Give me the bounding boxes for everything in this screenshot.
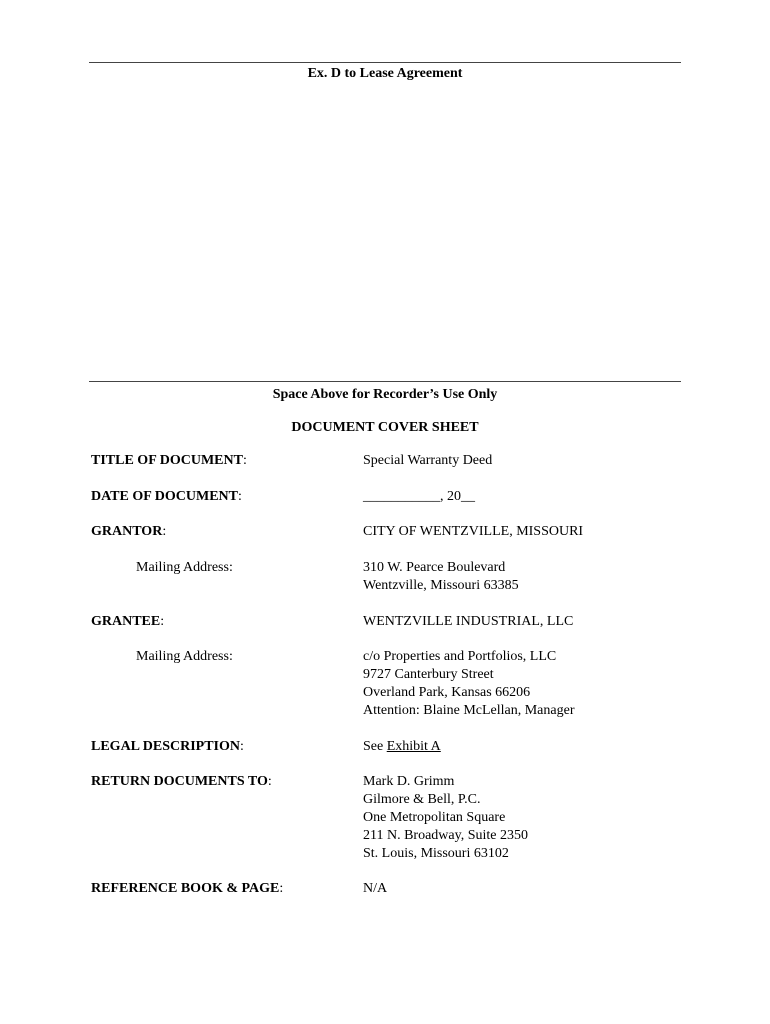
top-rule <box>89 62 681 63</box>
address-line: Overland Park, Kansas 66206 <box>363 685 531 700</box>
sheet-title: DOCUMENT COVER SHEET <box>291 420 479 435</box>
reference-book-page-value: N/A <box>363 881 388 896</box>
title-of-document-value: Special Warranty Deed <box>363 453 493 468</box>
grantor-label: GRANTOR: <box>91 524 167 539</box>
return-documents-to-address <box>363 773 528 863</box>
exhibit-a-reference: Exhibit A <box>386 739 441 754</box>
address-line: Gilmore & Bell, P.C. <box>363 792 481 807</box>
address-line: 211 N. Broadway, Suite 2350 <box>363 828 528 843</box>
grantee-mailing-address-label: Mailing Address: <box>136 649 233 664</box>
grantee-value: WENTZVILLE INDUSTRIAL, LLC <box>363 614 574 629</box>
address-line: Mark D. Grimm <box>363 774 455 789</box>
grantor-value: CITY OF WENTZVILLE, MISSOURI <box>363 524 584 539</box>
address-line: 9727 Canterbury Street <box>363 667 494 682</box>
address-line: One Metropolitan Square <box>363 810 506 825</box>
address-line: c/o Properties and Portfolios, LLC <box>363 649 557 664</box>
return-documents-to-label: RETURN DOCUMENTS TO: <box>91 774 272 789</box>
page-header-title: Ex. D to Lease Agreement <box>307 66 463 81</box>
date-of-document-label: DATE OF DOCUMENT: <box>91 489 242 504</box>
address-line: 310 W. Pearce Boulevard <box>363 560 506 575</box>
address-line: St. Louis, Missouri 63102 <box>363 846 509 861</box>
grantor-mailing-address <box>363 559 519 595</box>
address-line: Attention: Blaine McLellan, Manager <box>363 703 575 718</box>
recorder-space-rule <box>89 381 681 382</box>
recorder-note: Space Above for Recorder’s Use Only <box>272 387 498 402</box>
title-of-document-label: TITLE OF DOCUMENT: <box>91 453 247 468</box>
grantee-mailing-address <box>363 648 575 720</box>
grantee-label: GRANTEE: <box>91 614 165 629</box>
grantor-mailing-address-label: Mailing Address: <box>136 560 233 575</box>
legal-description-value: See Exhibit A <box>363 739 441 754</box>
legal-description-label: LEGAL DESCRIPTION: <box>91 739 244 754</box>
address-line: Wentzville, Missouri 63385 <box>363 578 519 593</box>
date-of-document-value: ___________, 20__ <box>363 489 475 504</box>
reference-book-page-label: REFERENCE BOOK & PAGE: <box>91 881 284 896</box>
